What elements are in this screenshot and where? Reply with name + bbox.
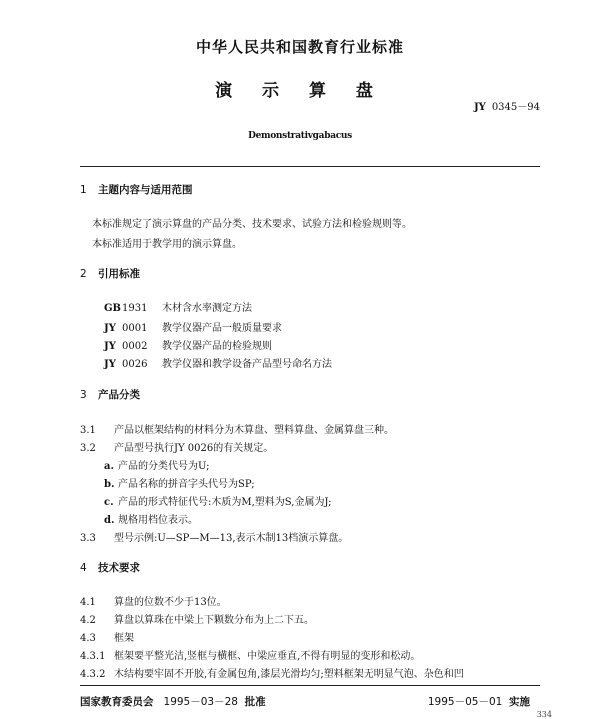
approve-date: 1995－03－28	[163, 696, 238, 708]
clause-text: 产品型号执行JY 0026的有关规定。	[114, 443, 274, 454]
standard-category-title: 中华人民共和国教育行业标准	[195, 38, 404, 56]
clause-item	[80, 529, 348, 544]
standard-code-number: 0345－94	[491, 102, 540, 113]
ref-number: 1931	[122, 303, 148, 314]
implementation-label: 实施	[509, 696, 530, 708]
clause-item	[80, 439, 273, 454]
clause-number: 3.2	[80, 443, 96, 454]
reference-item	[104, 337, 272, 352]
ref-title: 木材含水率测定方法	[162, 303, 252, 314]
standard-code-prefix: JY	[473, 102, 486, 113]
clause-item	[80, 593, 227, 608]
section-2-heading	[80, 266, 140, 281]
sub-item-text: 产品名称的拼音字头代号为SP;	[118, 479, 255, 490]
ref-title: 教学仪器和教学设备产品型号命名方法	[162, 359, 332, 370]
sub-item	[104, 475, 255, 490]
page-number: 334	[536, 710, 552, 719]
clause-number: 3.1	[80, 425, 96, 436]
section-title: 引用标准	[98, 268, 140, 280]
clause-number: 4.1	[80, 597, 96, 608]
reference-item	[104, 319, 282, 334]
clause-number: 4.3	[80, 633, 96, 644]
paragraph: 本标准规定了演示算盘的产品分类、技术要求、试验方法和检验规则等。	[92, 219, 412, 230]
section-title: 产品分类	[98, 389, 140, 401]
section-title: 技术要求	[98, 562, 140, 574]
ref-title: 教学仪器产品一般质量要求	[162, 323, 282, 334]
clause-item	[80, 647, 420, 662]
ref-code: JY	[104, 359, 116, 370]
clause-item	[80, 611, 314, 626]
english-title: Demonstrativgabacus	[248, 131, 352, 141]
sub-item	[104, 493, 331, 508]
implementation-date: 1995－05－01	[427, 696, 503, 708]
reference-item	[104, 299, 252, 314]
clause-item	[80, 421, 394, 436]
ref-code: GB	[104, 303, 121, 314]
section-number: 2	[80, 268, 87, 280]
implementation-line	[428, 694, 530, 709]
header-divider	[80, 166, 540, 167]
section-number: 1	[80, 184, 87, 196]
standard-code	[474, 98, 540, 113]
reference-item	[104, 355, 332, 370]
clause-number: 4.2	[80, 615, 96, 626]
sub-item-text: 产品的分类代号为U;	[118, 461, 210, 472]
sub-item-letter: a.	[104, 461, 114, 472]
ref-code: JY	[104, 323, 116, 334]
clause-text: 算盘以算珠在中梁上下颗数分布为上二下五。	[114, 615, 314, 626]
clause-item	[80, 665, 464, 680]
section-number: 4	[80, 562, 87, 574]
sub-item-letter: c.	[104, 497, 114, 508]
section-4-heading	[80, 560, 140, 575]
sub-item-text: 产品的形式特征代号:木质为M,塑料为S,金属为J;	[118, 497, 332, 508]
ref-title: 教学仪器产品的检验规则	[162, 341, 272, 352]
sub-item-letter: d.	[104, 515, 115, 526]
ref-number: 0002	[122, 341, 148, 352]
ref-number: 0001	[122, 323, 148, 334]
issuer-line	[80, 694, 266, 709]
clause-text: 木结构要牢固不开胶,有金属包角,漆层光滑均匀;塑料框架无明显气泡、杂色和凹	[114, 669, 464, 680]
clause-text: 框架要平整光洁,竖框与横框、中梁应垂直,不得有明显的变形和松动。	[114, 651, 421, 662]
ref-code: JY	[104, 341, 116, 352]
sub-item	[104, 457, 209, 472]
sub-item-letter: b.	[104, 479, 115, 490]
clause-number: 3.3	[80, 533, 96, 544]
section-1-heading	[80, 182, 193, 197]
clause-text: 算盘的位数不少于13位。	[114, 597, 227, 608]
issuer-name: 国家教育委员会	[80, 696, 154, 708]
ref-number: 0026	[122, 359, 148, 370]
clause-number: 4.3.2	[80, 669, 106, 680]
clause-number: 4.3.1	[80, 651, 106, 662]
footer-divider	[80, 685, 540, 686]
document-title: 演 示 算 盘	[215, 81, 385, 101]
section-number: 3	[80, 389, 87, 401]
sub-item	[104, 511, 198, 526]
clause-item	[80, 629, 134, 644]
paragraph: 本标准适用于教学用的演示算盘。	[92, 239, 242, 250]
sub-item-text: 规格用档位表示。	[118, 515, 198, 526]
approve-label: 批准	[244, 696, 266, 708]
section-title: 主题内容与适用范围	[98, 184, 193, 196]
clause-text: 框架	[114, 633, 134, 644]
clause-text: 型号示例:U—SP—M—13,表示木制13档演示算盘。	[114, 533, 349, 544]
clause-text: 产品以框架结构的材料分为木算盘、塑料算盘、金属算盘三种。	[114, 425, 394, 436]
section-3-heading	[80, 387, 140, 402]
